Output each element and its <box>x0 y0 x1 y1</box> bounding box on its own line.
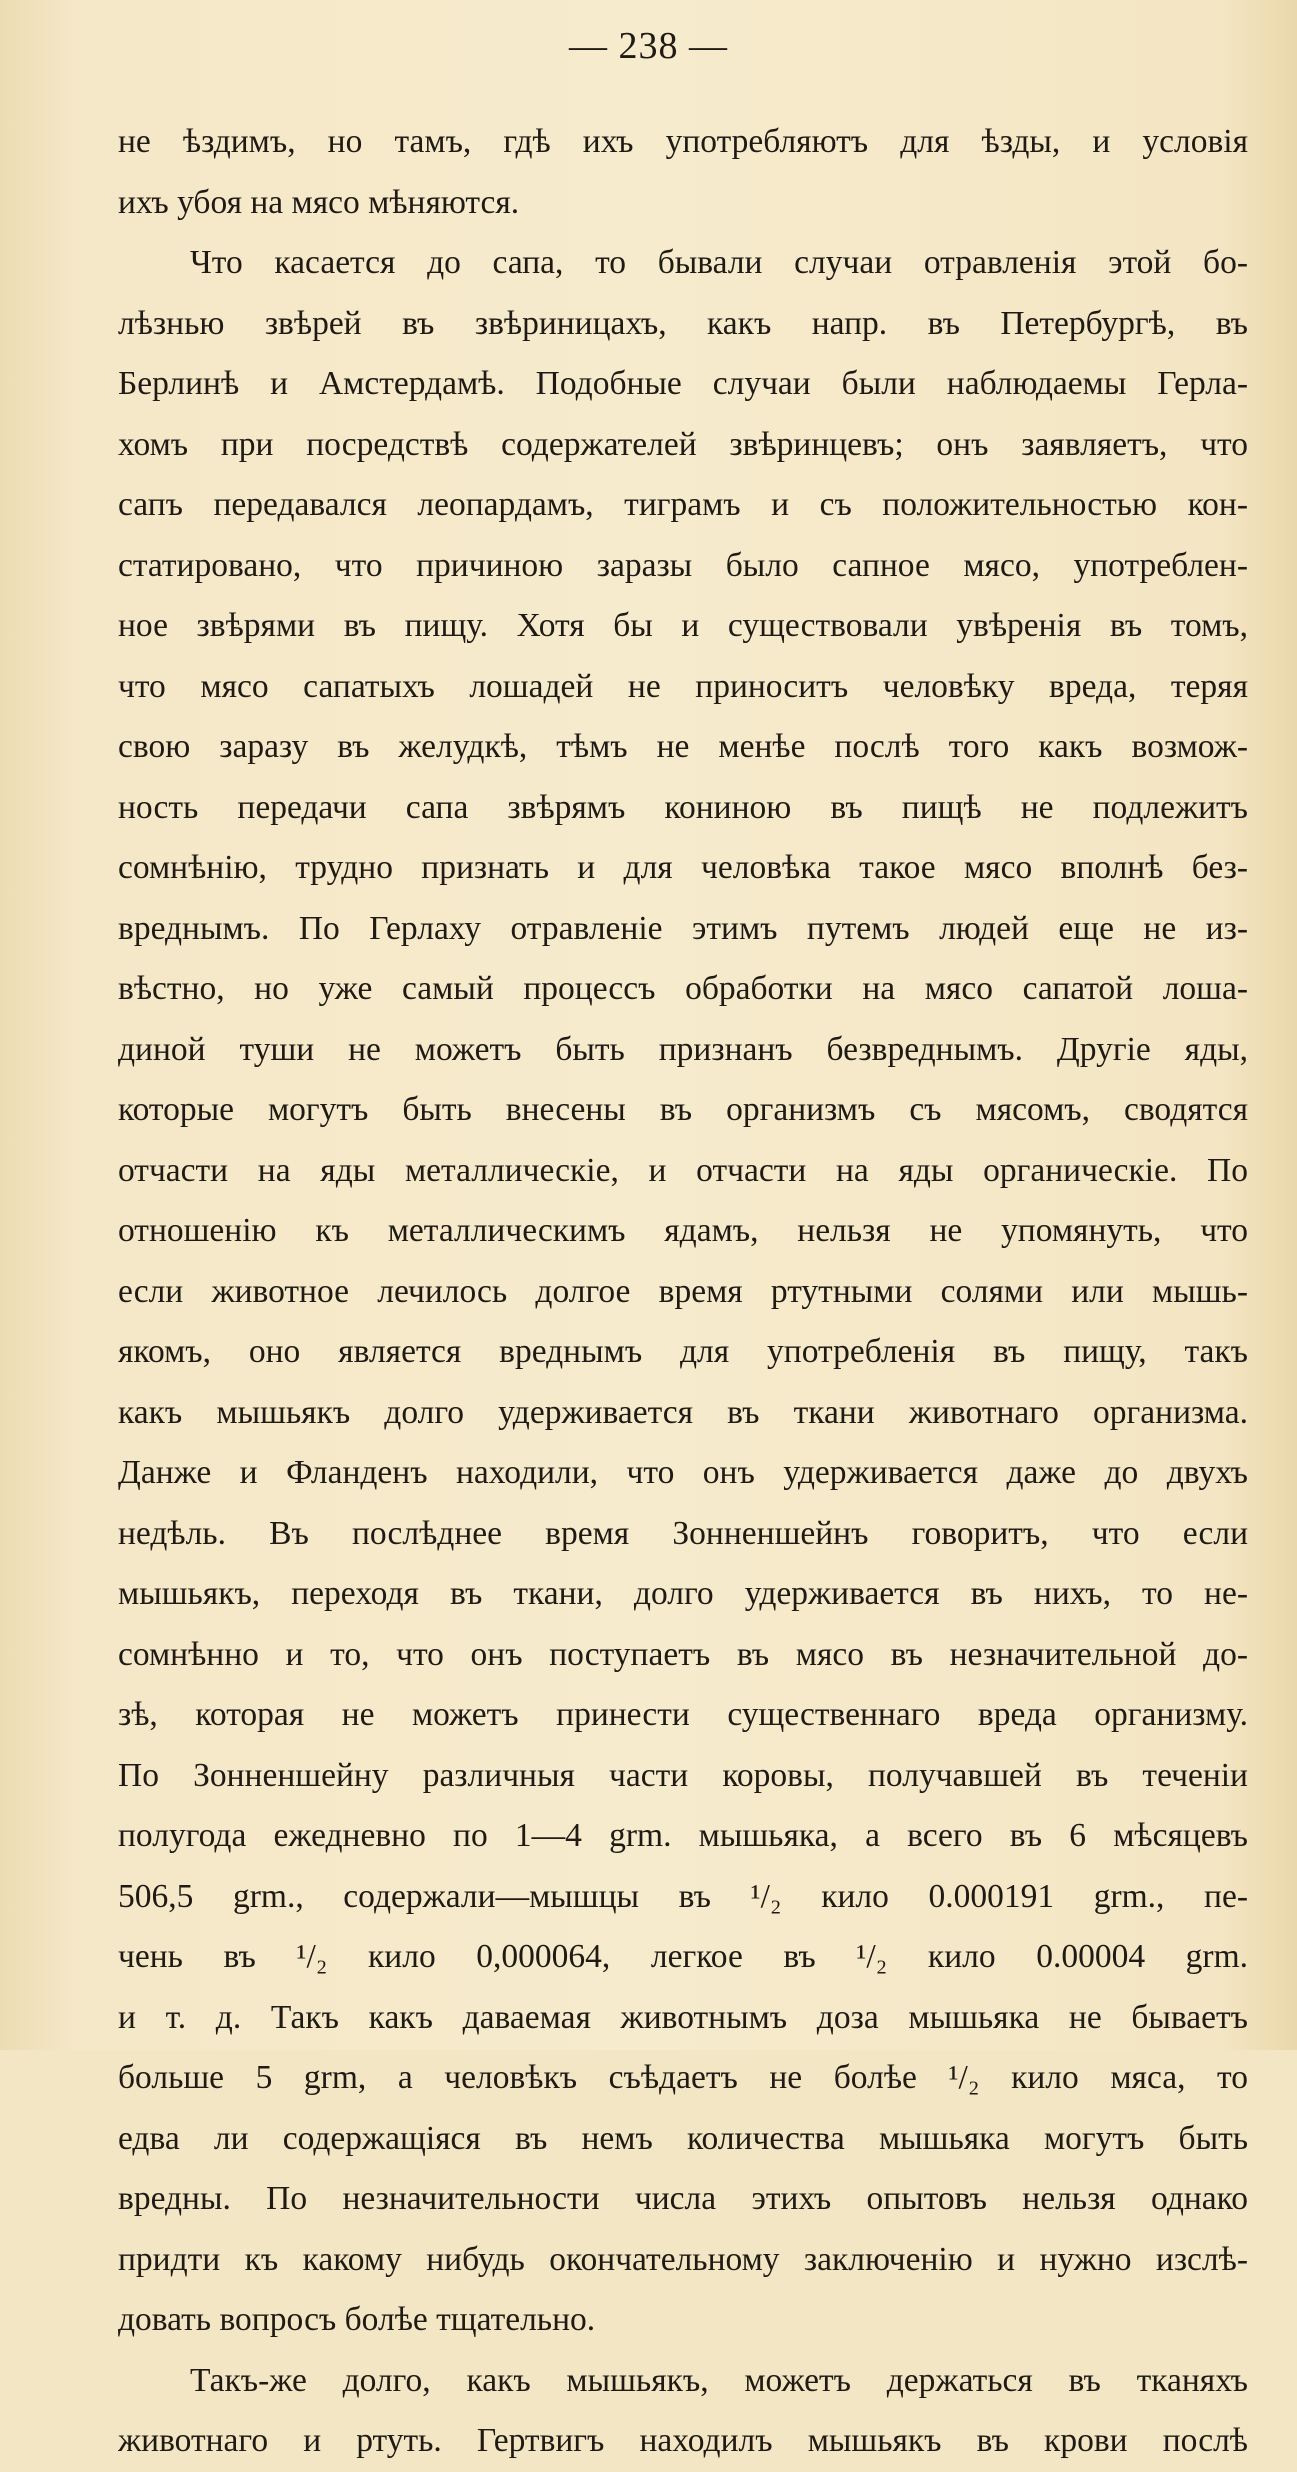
text-line: сапъ передавался леопардамъ, тиграмъ и съ положительностью кон- <box>118 486 1248 523</box>
text-line: свою заразу въ желудкѣ, тѣмъ не менѣе послѣ того какъ возмож- <box>118 728 1248 765</box>
text-line: диной туши не можетъ быть признанъ безвреднымъ. Другіе яды, <box>118 1030 1248 1068</box>
text-line: По Зонненшейну различныя части коровы, получавшей въ теченіи <box>118 1756 1248 1794</box>
text-line: придти къ какому нибудь окончательному заключенію и нужно изслѣ- <box>118 2240 1248 2278</box>
text-line: отчасти на яды металлическіе, и отчасти на яды органическіе. По <box>118 1151 1248 1189</box>
text-line: полугода ежедневно по 1—4 grm. мышьяка, а всего въ 6 мѣсяцевъ <box>118 1817 1248 1854</box>
text-line: зѣ, которая не можетъ принести существеннаго вреда организму. <box>118 1696 1248 1733</box>
text-line: сомнѣнію, трудно признать и для человѣка такое мясо вполнѣ без- <box>118 849 1248 886</box>
text-line: Что касается до сапа, то бывали случаи отравленія этой бо- <box>190 244 1248 281</box>
text-line: довать вопросъ болѣе тщательно. <box>118 2301 596 2338</box>
text-line: недѣль. Въ послѣднее время Зонненшейнъ говоритъ, что если <box>118 1514 1248 1552</box>
text-line: вреднымъ. По Герлаху отравленіе этимъ путемъ людей еще не из- <box>118 909 1248 947</box>
text-line: больше 5 grm, а человѣкъ съѣдаетъ не болѣе ¹/₂ кило мяса, то <box>118 2059 1248 2096</box>
text-line: ихъ убоя на мясо мѣняются. <box>118 183 520 221</box>
page-number: — 238 — <box>569 25 728 67</box>
text-line: ное звѣрями въ пищу. Хотя бы и существовали увѣренія въ томъ, <box>118 607 1248 644</box>
text-line: если животное лечилось долгое время ртутными солями или мышь- <box>118 1272 1248 1310</box>
text-line: едва ли содержащіяся въ немъ количества мышьяка могутъ быть <box>118 2119 1248 2157</box>
text-line: вредны. По незначительности числа этихъ опытовъ нельзя однако <box>118 2180 1248 2217</box>
text-line: якомъ, оно является вреднымъ для употребленія въ пищу, такъ <box>118 1333 1248 1370</box>
text-line: которые могутъ быть внесены въ организмъ съ мясомъ, сводятся <box>118 1091 1248 1128</box>
body-text <box>118 112 1248 2472</box>
text-line: вѣстно, но уже самый процессъ обработки на мясо сапатой лоша- <box>118 970 1248 1007</box>
text-line: не ѣздимъ, но тамъ, гдѣ ихъ употребляютъ для ѣзды, и условія <box>118 123 1248 160</box>
text-line: хомъ при посредствѣ содержателей звѣринцевъ; онъ заявляетъ, что <box>118 425 1248 463</box>
text-line: и т. д. Такъ какъ даваемая животнымъ доза мышьяка не бываетъ <box>118 1998 1248 2036</box>
text-line: сомнѣнно и то, что онъ поступаетъ въ мясо въ незначительной до- <box>118 1635 1248 1673</box>
text-line: мышьякъ, переходя въ ткани, долго удерживается въ нихъ, то не- <box>118 1575 1248 1612</box>
text-line: чень въ ¹/₂ кило 0,000064, легкое въ ¹/₂ кило 0.00004 grm. <box>118 1938 1248 1975</box>
text-line: Берлинѣ и Амстердамѣ. Подобные случаи были наблюдаемы Герла- <box>118 365 1248 402</box>
text-line: Данже и Фланденъ находили, что онъ удерживается даже до двухъ <box>118 1454 1248 1491</box>
text-line: что мясо сапатыхъ лошадей не приноситъ человѣку вреда, теряя <box>118 667 1248 705</box>
text-line: отношенію къ металлическимъ ядамъ, нельзя не упомянуть, что <box>118 1212 1248 1249</box>
text-line: 506,5 grm., содержали—мышцы въ ¹/₂ кило 0.000191 grm., пе- <box>118 1877 1248 1915</box>
text-line: статировано, что причиною заразы было сапное мясо, употреблен- <box>118 546 1248 584</box>
text-line: животнаго и ртуть. Гертвигъ находилъ мышьякъ въ крови послѣ <box>118 2422 1248 2459</box>
text-line: лѣзнью звѣрей въ звѣриницахъ, какъ напр. въ Петербургѣ, въ <box>118 304 1248 342</box>
text-line: какъ мышьякъ долго удерживается въ ткани животнаго организма. <box>118 1393 1248 1431</box>
text-line: ность передачи сапа звѣрямъ кониною въ пищѣ не подлежитъ <box>118 788 1248 826</box>
text-line: Такъ-же долго, какъ мышьякъ, можетъ держаться въ тканяхъ <box>190 2361 1248 2399</box>
